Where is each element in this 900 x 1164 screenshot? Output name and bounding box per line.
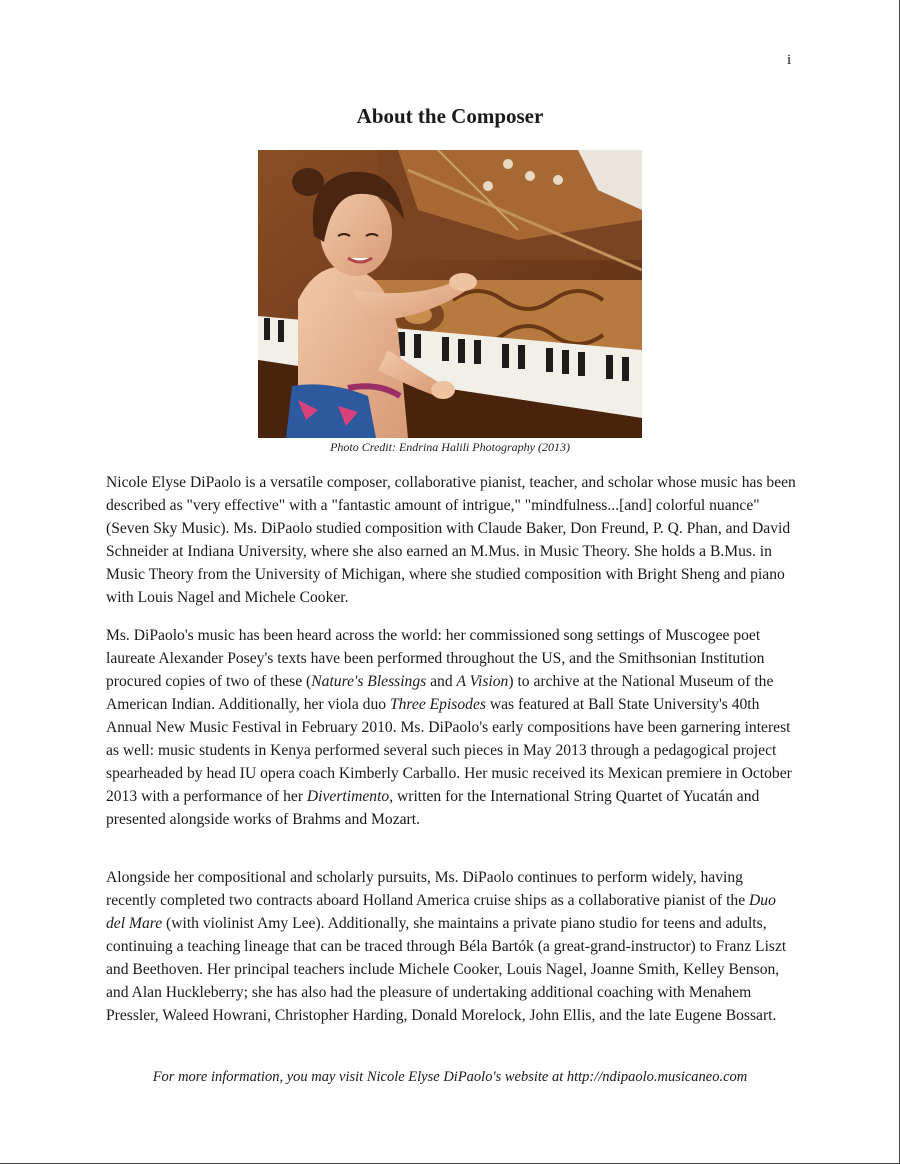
bio-paragraph-1 [106,471,796,609]
text-run: Ms. DiPaolo's music has been heard across the world: her commissioned song settings of Muscogee poet laureate Alexander Posey's texts have been performed throughout the US, and the Smithsonian Institution procured copies of two of these ( [106,627,765,690]
text-run: ) to archive at the National Museum of the American Indian. Additionally, her viola duo [106,673,774,713]
page-title: About the Composer [356,104,544,128]
text-run: (with violinist Amy Lee). Additionally, she maintains a private piano studio for teens and adults, continuing a teaching lineage that can be traced through Béla Bartók (a great-grand-instructor) to Franz Liszt and Beethoven. Her principal teachers include Michele Cooker, Louis Nagel, Joanne Smith, Kelley Benson, and Alan Huckleberry; she has also had the pleasure of undertaking additional coaching with Menahem Pressler, Waleed Howrani, Christopher Harding, Donald Morelock, John Ellis, and the late Eugene Bossart. [106,915,787,1024]
work-title: Three Episodes [389,696,486,713]
bio-paragraph-2 [106,624,796,831]
work-title: Nature's Blessings [311,673,427,690]
ensemble-name: Duo del Mare [106,892,776,932]
page-number: i [787,52,792,68]
work-title: A Vision [456,673,509,690]
text-run: and [426,673,457,690]
composer-photo [258,150,642,438]
text-run: , written for the International String Quartet of Yucatán and presented alongside works of Brahms and Mozart. [106,788,760,828]
website-footer: For more information, you may visit Nicole Elyse DiPaolo's website at http://ndipaolo.musicaneo.com [152,1069,748,1085]
bio-paragraph-1-text: Nicole Elyse DiPaolo is a versatile composer, collaborative pianist, teacher, and scholar whose music has been described as "very effective" with a "fantastic amount of intrigue," "mindfulness...[and] colorful nuance" (Seven Sky Music). Ms. DiPaolo studied composition with Claude Baker, Don Freund, P. Q. Phan, and David Schneider at Indiana University, where she also earned an M.Mus. in Music Theory. She holds a B.Mus. in Music Theory from the University of Michigan, where she studied composition with Bright Sheng and piano with Louis Nagel and Michele Cooker. [106,474,796,606]
bio-paragraph-3 [106,866,796,1027]
photo-caption: Photo Credit: Endrina Halili Photography (2013) [330,440,570,454]
work-title: Divertimento [306,788,390,805]
text-run: was featured at Ball State University's 40th Annual New Music Festival in February 2010. Ms. DiPaolo's early compositions have been garnering interest as well: music students in Kenya performed several such pieces in May 2013 through a pedagogical project spearheaded by head IU opera coach Kimberly Carballo. Her music received its Mexican premiere in October 2013 with a performance of her [106,696,792,805]
text-run: Alongside her compositional and scholarly pursuits, Ms. DiPaolo continues to perform widely, having recently completed two contracts aboard Holland America cruise ships as a collaborative pianist of the [106,869,750,909]
